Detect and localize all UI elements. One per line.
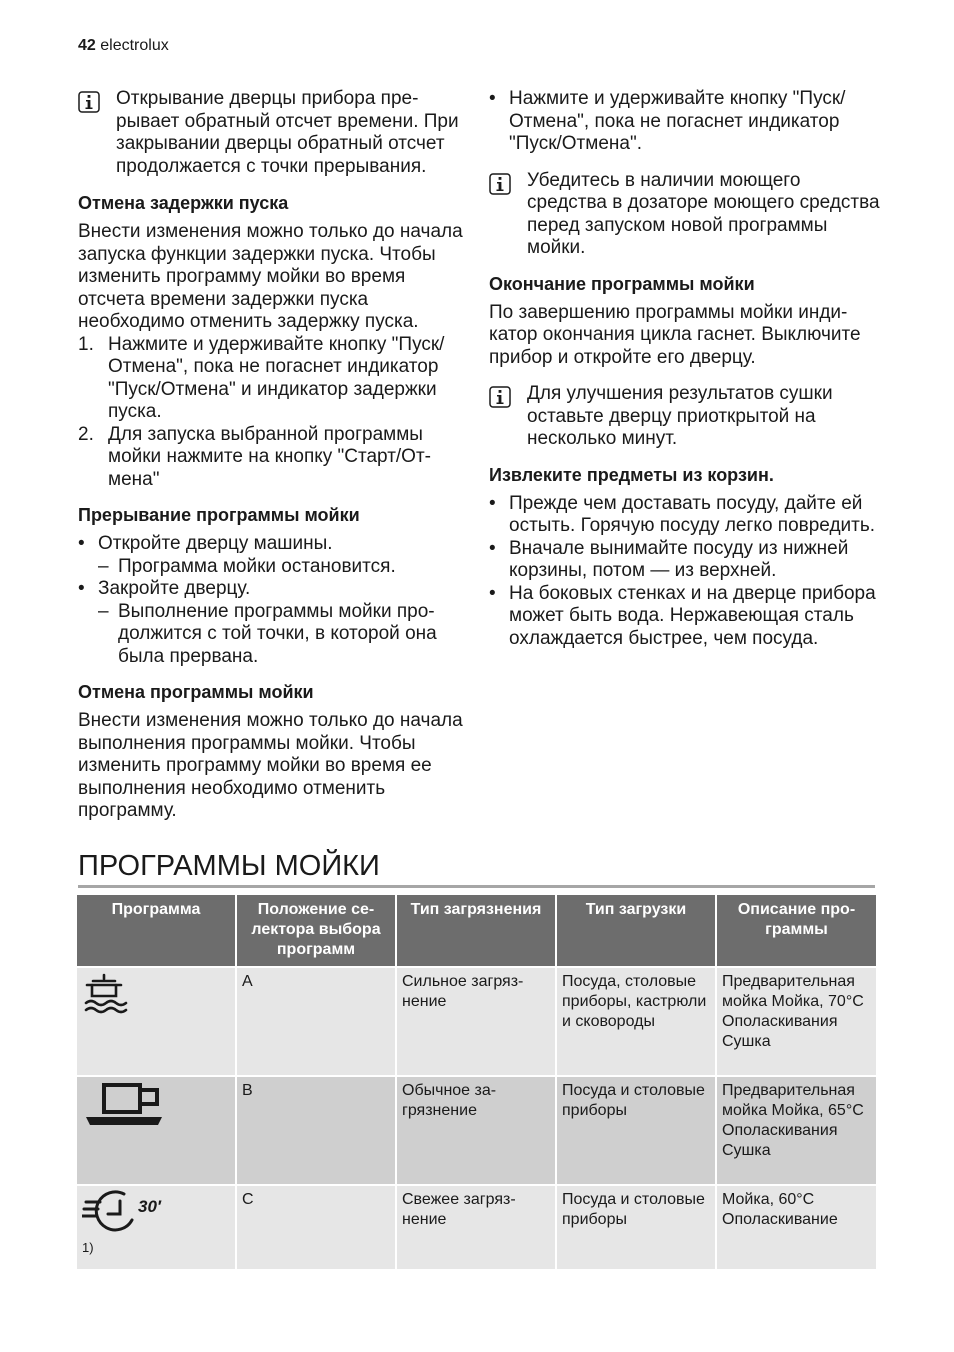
column-header: Тип загрязнения — [396, 895, 556, 967]
selector-cell: C — [236, 1185, 396, 1269]
load-cell: Посуда, столовые приборы, кастрюли и сковороды — [556, 967, 716, 1076]
sub-text: Программа мойки остановится. — [118, 555, 396, 577]
step-number: 1. — [78, 333, 94, 355]
left-column — [78, 88, 470, 823]
load-cell: Посуда и столовые приборы — [556, 1185, 716, 1269]
info-icon — [489, 173, 511, 195]
selector-cell: B — [236, 1076, 396, 1185]
load-cell: Посуда и столовые приборы — [556, 1076, 716, 1185]
step-text: Для запуска выбранной программы мойки нажмите на кнопку "Старт/Отмена" — [108, 423, 431, 490]
program-symbol-cell — [77, 967, 236, 1076]
list-item — [78, 334, 470, 424]
description-cell: Предварительная мойка Мойка, 70°C Ополаскивания Сушка — [716, 967, 876, 1076]
bullet-text: Прежде чем доставать посуду, дайте ей остыть. Горячую посуду легко повредить. — [509, 492, 876, 536]
interrupt-list — [78, 533, 470, 668]
info-note-door — [78, 88, 470, 178]
section-title: ПРОГРАММЫ МОЙКИ — [78, 848, 875, 888]
bullet-text: Закройте дверцу. — [98, 578, 251, 599]
heading-cancel-delay: Отмена задержки пуска — [78, 193, 289, 213]
heading-interrupt: Прерывание программы мойки — [78, 505, 360, 525]
program-symbol-cell — [77, 1076, 236, 1185]
paragraph-cancel-delay: Внести изменения можно только до начала запуска функции задержки пуска. Чтобы изменить программу мойки во время отсчета времени задержки пуска необходимо отменить задержку пуска. — [78, 221, 463, 332]
brand-name: electrolux — [100, 37, 169, 54]
column-header: Программа — [77, 895, 236, 967]
programs-table — [77, 895, 876, 1269]
description-cell: Предварительная мойка Мойка, 65°C Ополаскивания Сушка — [716, 1076, 876, 1185]
sub-list-item: – Программа мойки остановится. — [98, 555, 396, 577]
heading-program-end: Окончание программы мойки — [489, 273, 755, 294]
soil-cell: Сильное загрязнение — [396, 967, 556, 1076]
list-item — [78, 424, 470, 492]
program-symbol-cell — [77, 1185, 236, 1269]
bullet-text: Нажмите и удерживайте кнопку "Пуск/Отмена", пока не погаснет индикатор "Пуск/Отмена". — [509, 88, 846, 154]
description-cell: Мойка, 60°C Ополаскивание — [716, 1185, 876, 1269]
bullet-text: Откройте дверцу машины. — [98, 533, 333, 554]
note-text: Убедитесь в наличии моющего средства в дозаторе моющего средства перед запуском новой программы мойки. — [527, 169, 880, 258]
normal-cup-icon — [82, 1081, 164, 1131]
paragraph-cancel-program: Внести изменения можно только до начала выполнения программы мойки. Чтобы изменить программу мойки во время ее выполнения необходимо отменить программу. — [78, 710, 463, 821]
info-icon — [78, 91, 100, 113]
column-header: Положение селектора выбора программ — [236, 895, 396, 967]
column-header: Описание программы — [716, 895, 876, 967]
cancel-delay-steps — [78, 334, 470, 492]
note-text: Для улучшения результатов сушки оставьте дверцу приоткрытой на несколько минут. — [527, 383, 833, 449]
heading-unload: Извлеките предметы из корзин. — [489, 464, 774, 485]
list-item: • Прежде чем доставать посуду, дайте ей остыть. Горячую посуду легко повредить. — [489, 493, 881, 538]
quick-30-label: 30′ — [138, 1197, 161, 1216]
table-row — [77, 967, 876, 1076]
step-text: Нажмите и удерживайте кнопку "Пуск/Отмена", пока не погаснет индикатор "Пуск/Отмена" и индикатор задержки пуска. — [108, 333, 445, 422]
sub-text: Выполнение программы мойки продолжится с той точки, в которой она была прервана. — [118, 600, 437, 667]
page-header — [78, 37, 169, 55]
right-column — [489, 88, 881, 650]
table-row — [77, 1185, 876, 1269]
note-text: Открывание дверцы прибора прерывает обратный отсчет времени. При закрывании дверцы обратный отсчет продолжается с точки прерывания. — [116, 88, 459, 177]
selector-cell: A — [236, 967, 396, 1076]
unload-list — [489, 493, 881, 651]
info-note-detergent — [489, 170, 881, 260]
list-item: • На боковых стенках и на дверце прибора может быть вода. Нержавеющая сталь охлаждается быстрее, чем посуда. — [489, 583, 881, 651]
list-item: • Откройте дверцу машины. — [78, 533, 333, 554]
info-icon — [489, 386, 511, 408]
page-number: 42 — [78, 37, 96, 54]
bullet-text: На боковых стенках и на дверце прибора может быть вода. Нержавеющая сталь охлаждается быстрее, чем посуда. — [509, 582, 876, 649]
soil-cell: Обычное загрязнение — [396, 1076, 556, 1185]
list-item: • Вначале вынимайте посуду из нижней корзины, потом — из верхней. — [489, 538, 881, 583]
paragraph-program-end: По завершению программы мойки индикатор окончания цикла гаснет. Выключите прибор и откройте его дверцу. — [489, 301, 861, 368]
table-header-row — [77, 895, 876, 967]
info-note-drying — [489, 383, 881, 451]
hold-button-list — [489, 88, 881, 156]
intensive-pot-icon — [82, 972, 130, 1018]
column-header: Тип загрузки — [556, 895, 716, 967]
quick-30-icon — [82, 1190, 168, 1234]
soil-cell: Свежее загрязнение — [396, 1185, 556, 1269]
sub-list-item: – Выполнение программы мойки продолжится с той точки, в которой она была прервана. — [78, 601, 470, 669]
step-number: 2. — [78, 423, 94, 445]
heading-cancel-program: Отмена программы мойки — [78, 682, 314, 702]
list-item: • Закройте дверцу. — [78, 578, 251, 599]
footnote-ref: 1) — [82, 1240, 94, 1255]
table-row — [77, 1076, 876, 1185]
bullet-text: Вначале вынимайте посуду из нижней корзины, потом — из верхней. — [509, 537, 849, 581]
list-item: • Нажмите и удерживайте кнопку "Пуск/Отмена", пока не погаснет индикатор "Пуск/Отмена". — [489, 88, 881, 156]
